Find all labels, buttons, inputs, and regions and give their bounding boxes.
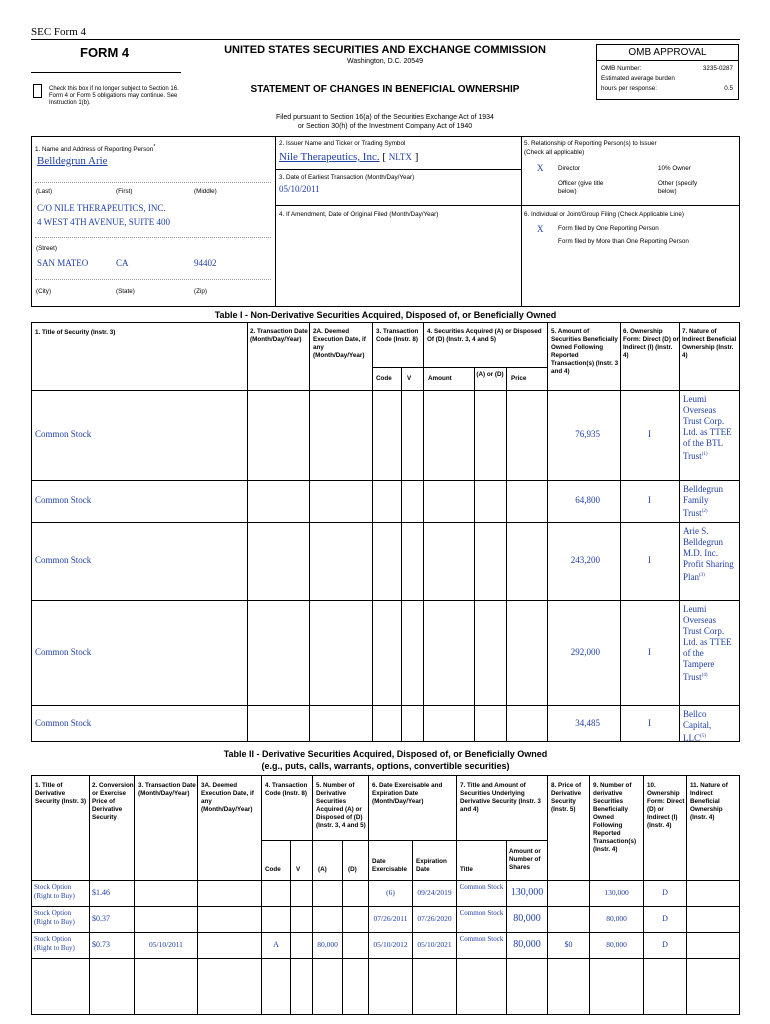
table1-title: Table I - Non-Derivative Securities Acquired, Disposed of, or Beneficially Owned [214,310,557,320]
zip-label: (Zip) [194,288,207,295]
section16-text: Check this box if no longer subject to Section 16. Form 4 or Form 5 obligations may continue. See Instruction 1(b). [49,86,179,106]
t1-h3: 3. Transaction Code (Instr. 8) [376,328,419,343]
table1-security-title: Common Stock [35,646,92,657]
table2-owned-following: 80,000 [606,940,627,949]
street-label: (Street) [36,245,57,252]
table1-amount-owned: 76,935 [575,429,600,439]
state: CA [116,258,129,268]
officer-label: Officer (give title below) [558,180,604,195]
table1 [31,322,740,742]
section16-checkbox[interactable] [33,84,42,98]
director-label: Director [558,165,581,172]
omb-title: OMB APPROVAL [597,45,738,61]
address-line2: 4 WEST 4TH AVENUE, SUITE 400 [37,217,171,227]
table1-footnote: (4) [701,673,708,678]
table2-ownership-form: D [662,914,668,923]
t1-h1: 1. Title of Security (Instr. 3) [35,329,116,336]
t2-h1: 1. Title of Derivative Security (Instr. 3) [35,782,87,805]
table2-transaction-date: 05/10/2011 [149,940,183,949]
filed-pursuant-1: Filed pursuant to Section 16(a) of the Securities Exchange Act of 1934 [276,114,494,121]
table1-security-title: Common Stock [35,495,92,505]
t2-h4: 4. Transaction Code (Instr. 8) [265,782,308,797]
omb-number-label: OMB Number: [601,65,642,72]
table2-code: A [273,940,279,949]
t1-h5: 5. Amount of Securities Beneficially Owned Following Reported Transaction(s) (Instr. 3 and 4) [551,328,619,375]
t1-h2a: 2A. Deemed Execution Date, if any (Month/Day/Year) [313,328,366,359]
t1-h6: 6. Ownership Form: Direct (D) or Indirect (I) (Instr. 4) [623,328,679,359]
table2-underlying-amount: 80,000 [513,913,541,924]
table2-owned-following: 80,000 [606,914,627,923]
reporting-person-label: 1. Name and Address of Reporting Person* [35,144,156,154]
form-title: FORM 4 [80,45,130,60]
ticker-close: ] [414,151,419,163]
table1-ownership-form: I [648,429,651,439]
ticker: NLTX [388,152,412,162]
filing-label: 6. Individual or Joint/Group Filing (Check Applicable Line) [524,211,684,218]
table2-title: Table II - Derivative Securities Acquired, Disposed of, or Beneficially Owned [223,749,548,759]
table1-row-divider [31,522,740,523]
agency-city: Washington, D.C. 20549 [346,58,423,65]
omb-number: 3235-0287 [702,65,733,72]
t2-exp: Expiration Date [416,858,447,873]
t1-h2: 2. Transaction Date (Month/Day/Year) [250,328,308,343]
table1-ownership-form: I [648,495,651,505]
t1-code: Code [376,375,392,382]
table2-underlying-title: Common Stock [459,883,504,891]
top-rule [31,39,740,40]
omb-hours-label: hours per response: [601,85,658,92]
omb-hours: 0.5 [724,85,733,92]
table1-row-divider [31,705,740,706]
t2-h3a: 3A. Deemed Execution Date, if any (Month/Day/Year) [201,782,254,813]
city: SAN MATEO [37,258,89,268]
table2-underlying-title: Common Stock [459,909,504,917]
t2-date-ex: Date Exercisable [372,858,408,873]
t2-amt: Amount or Number of Shares [509,848,541,871]
table2-owned-following: 130,000 [604,888,629,897]
omb-box [596,44,739,100]
table2-expiration: 09/24/2019 [417,888,452,897]
table1-ownership-form: I [648,646,651,657]
last-label: (Last) [36,188,53,195]
t2-v: V [296,866,301,873]
ten-percent-label: 10% Owner [658,165,691,172]
issuer-name[interactable]: Nile Therapeutics, Inc. [279,151,380,163]
first-label: (First) [116,188,133,195]
t2-d: (D) [348,866,357,873]
table2-expiration: 05/10/2021 [417,940,452,949]
date-label: 3. Date of Earliest Transaction (Month/Day/Year) [279,174,415,181]
t1-v: V [407,375,412,382]
relationship-label: 5. Relationship of Reporting Person(s) to Issuer [524,140,657,147]
issuer-label: 2. Issuer Name and Ticker or Trading Symbol [279,140,406,147]
table1-amount-owned: 243,200 [570,555,600,565]
relationship-label2: (Check all applicable) [524,149,585,156]
table1-nature [683,709,735,744]
table1-nature [683,394,735,462]
t2-h8: 8. Price of Derivative Security (Instr. 5) [551,782,582,813]
table2-row-divider [31,958,740,959]
table2-derivative-price: $0 [564,940,573,949]
t2-h7: 7. Title and Amount of Securities Underlying Derivative Security (Instr. 3 and 4) [460,782,541,813]
page-label: SEC Form 4 [31,26,87,38]
t2-code: Code [265,866,281,873]
form-rule [31,72,181,73]
table1-nature-text: Bellco Capital, LLC [683,709,712,743]
t1-aord: (A) or (D) [476,371,504,378]
table2-derivative-title: Stock Option (Right to Buy) [34,935,75,952]
t2-h5: 5. Number of Derivative Securities Acquired (A) or Disposed of (D) (Instr. 3, 4 and 5) [316,782,366,829]
t2-h6: 6. Date Exercisable and Expiration Date (Month/Day/Year) [372,782,443,805]
table2-acquired: 80,000 [317,940,338,949]
filing-more: Form filed by More than One Reporting Person [558,238,689,245]
table1-nature [683,484,735,519]
table1-nature [683,604,735,683]
t2-h11: 11. Nature of Indirect Beneficial Ownership (Instr. 4) [690,782,728,821]
ticker-open: [ [382,151,387,163]
table1-nature-text: Leumi Overseas Trust Corp. Ltd. as TTEE of the BTL Trust [683,394,732,461]
table2-underlying-title: Common Stock [459,935,504,943]
table2-underlying-amount: 80,000 [513,939,541,950]
t2-h3: 3. Transaction Date (Month/Day/Year) [138,782,196,797]
table2-date-exercisable: 07/26/2011 [373,914,408,923]
t2-h9: 9. Number of derivative Securities Beneficially Owned Following Reported Transaction(s) (Instr. 4) [593,782,637,853]
table1-row-divider [31,480,740,481]
table2-ownership-form: D [662,940,668,949]
table1-amount-owned: 292,000 [570,646,600,657]
table2-date-exercisable: (6) [386,888,395,897]
issuer-name-row [279,151,418,163]
table2-derivative-title: Stock Option (Right to Buy) [34,883,75,900]
zip: 94402 [194,258,217,268]
other-label: Other (specify below) [658,180,698,195]
table1-ownership-form: I [648,555,651,565]
filing-one-mark[interactable]: X [537,224,544,234]
agency-title: UNITED STATES SECURITIES AND EXCHANGE COMMISSION [224,44,546,56]
table2-subtitle: (e.g., puts, calls, warrants, options, convertible securities) [261,761,510,771]
table2-ownership-form: D [662,888,668,897]
t2-h10: 10. Ownership Form: Direct (D) or Indirect (I) (Instr. 4) [647,782,685,829]
t1-h7: 7. Nature of Indirect Beneficial Ownership (Instr. 4) [682,328,737,359]
table1-nature [683,526,735,583]
statement-title: STATEMENT OF CHANGES IN BENEFICIAL OWNERSHIP [250,84,520,95]
filed-pursuant-2: or Section 30(h) of the Investment Company Act of 1940 [297,123,473,130]
table1-footnote: (3) [699,573,705,578]
t1-amount: Amount [428,375,452,382]
table1-footnote: (5) [700,734,706,739]
state-label: (State) [116,288,135,295]
city-label: (City) [36,288,52,295]
table1-security-title: Common Stock [35,717,92,728]
omb-burden-label: Estimated average burden [601,75,675,82]
table1-footnote: (1) [701,452,708,457]
t2-a: (A) [318,866,327,873]
t1-h4: 4. Securities Acquired (A) or Disposed Of (D) (Instr. 3, 4 and 5) [427,328,542,343]
reporting-person-name[interactable]: Belldegrun Arie [37,155,108,167]
table2-row-divider [31,906,740,907]
table1-row-divider [31,600,740,601]
t2-title: Title [460,866,473,873]
table2-exercise-price: $1.46 [92,888,110,897]
table2-expiration: 07/26/2020 [417,914,452,923]
table1-ownership-form: I [648,717,651,728]
table1-amount-owned: 64,800 [575,495,600,505]
table2-derivative-title: Stock Option (Right to Buy) [34,909,75,926]
table2-underlying-amount: 130,000 [510,887,544,898]
table1-amount-owned: 34,485 [575,717,600,728]
table2-exercise-price: $0.37 [92,914,110,923]
table1-nature-text: Arie S. Belldegrun M.D. Inc. Profit Sharing Plan [683,526,734,582]
table1-security-title: Common Stock [35,555,92,565]
earliest-date: 05/10/2011 [279,184,320,194]
table1-footnote: (2) [701,509,708,514]
amendment-label: 4. If Amendment, Date of Original Filed (Month/Day/Year) [279,211,439,218]
table2-date-exercisable: 05/10/2012 [373,940,408,949]
table2-row-divider [31,932,740,933]
middle-label: (Middle) [194,188,217,195]
table1-security-title: Common Stock [35,429,92,439]
table2-exercise-price: $0.73 [92,940,110,949]
t2-h2: 2. Conversion or Exercise Price of Derivative Security [92,782,134,821]
t1-price: Price [511,375,527,382]
address-line1: C/O NILE THERAPEUTICS, INC. [37,203,166,213]
filing-one: Form filed by One Reporting Person [558,225,659,232]
table1-nature-text: Belldegrun Family Trust [683,484,723,518]
director-mark[interactable]: X [537,163,544,173]
table1-nature-text: Leumi Overseas Trust Corp. Ltd. as TTEE of the Tampere Trust [683,604,732,682]
